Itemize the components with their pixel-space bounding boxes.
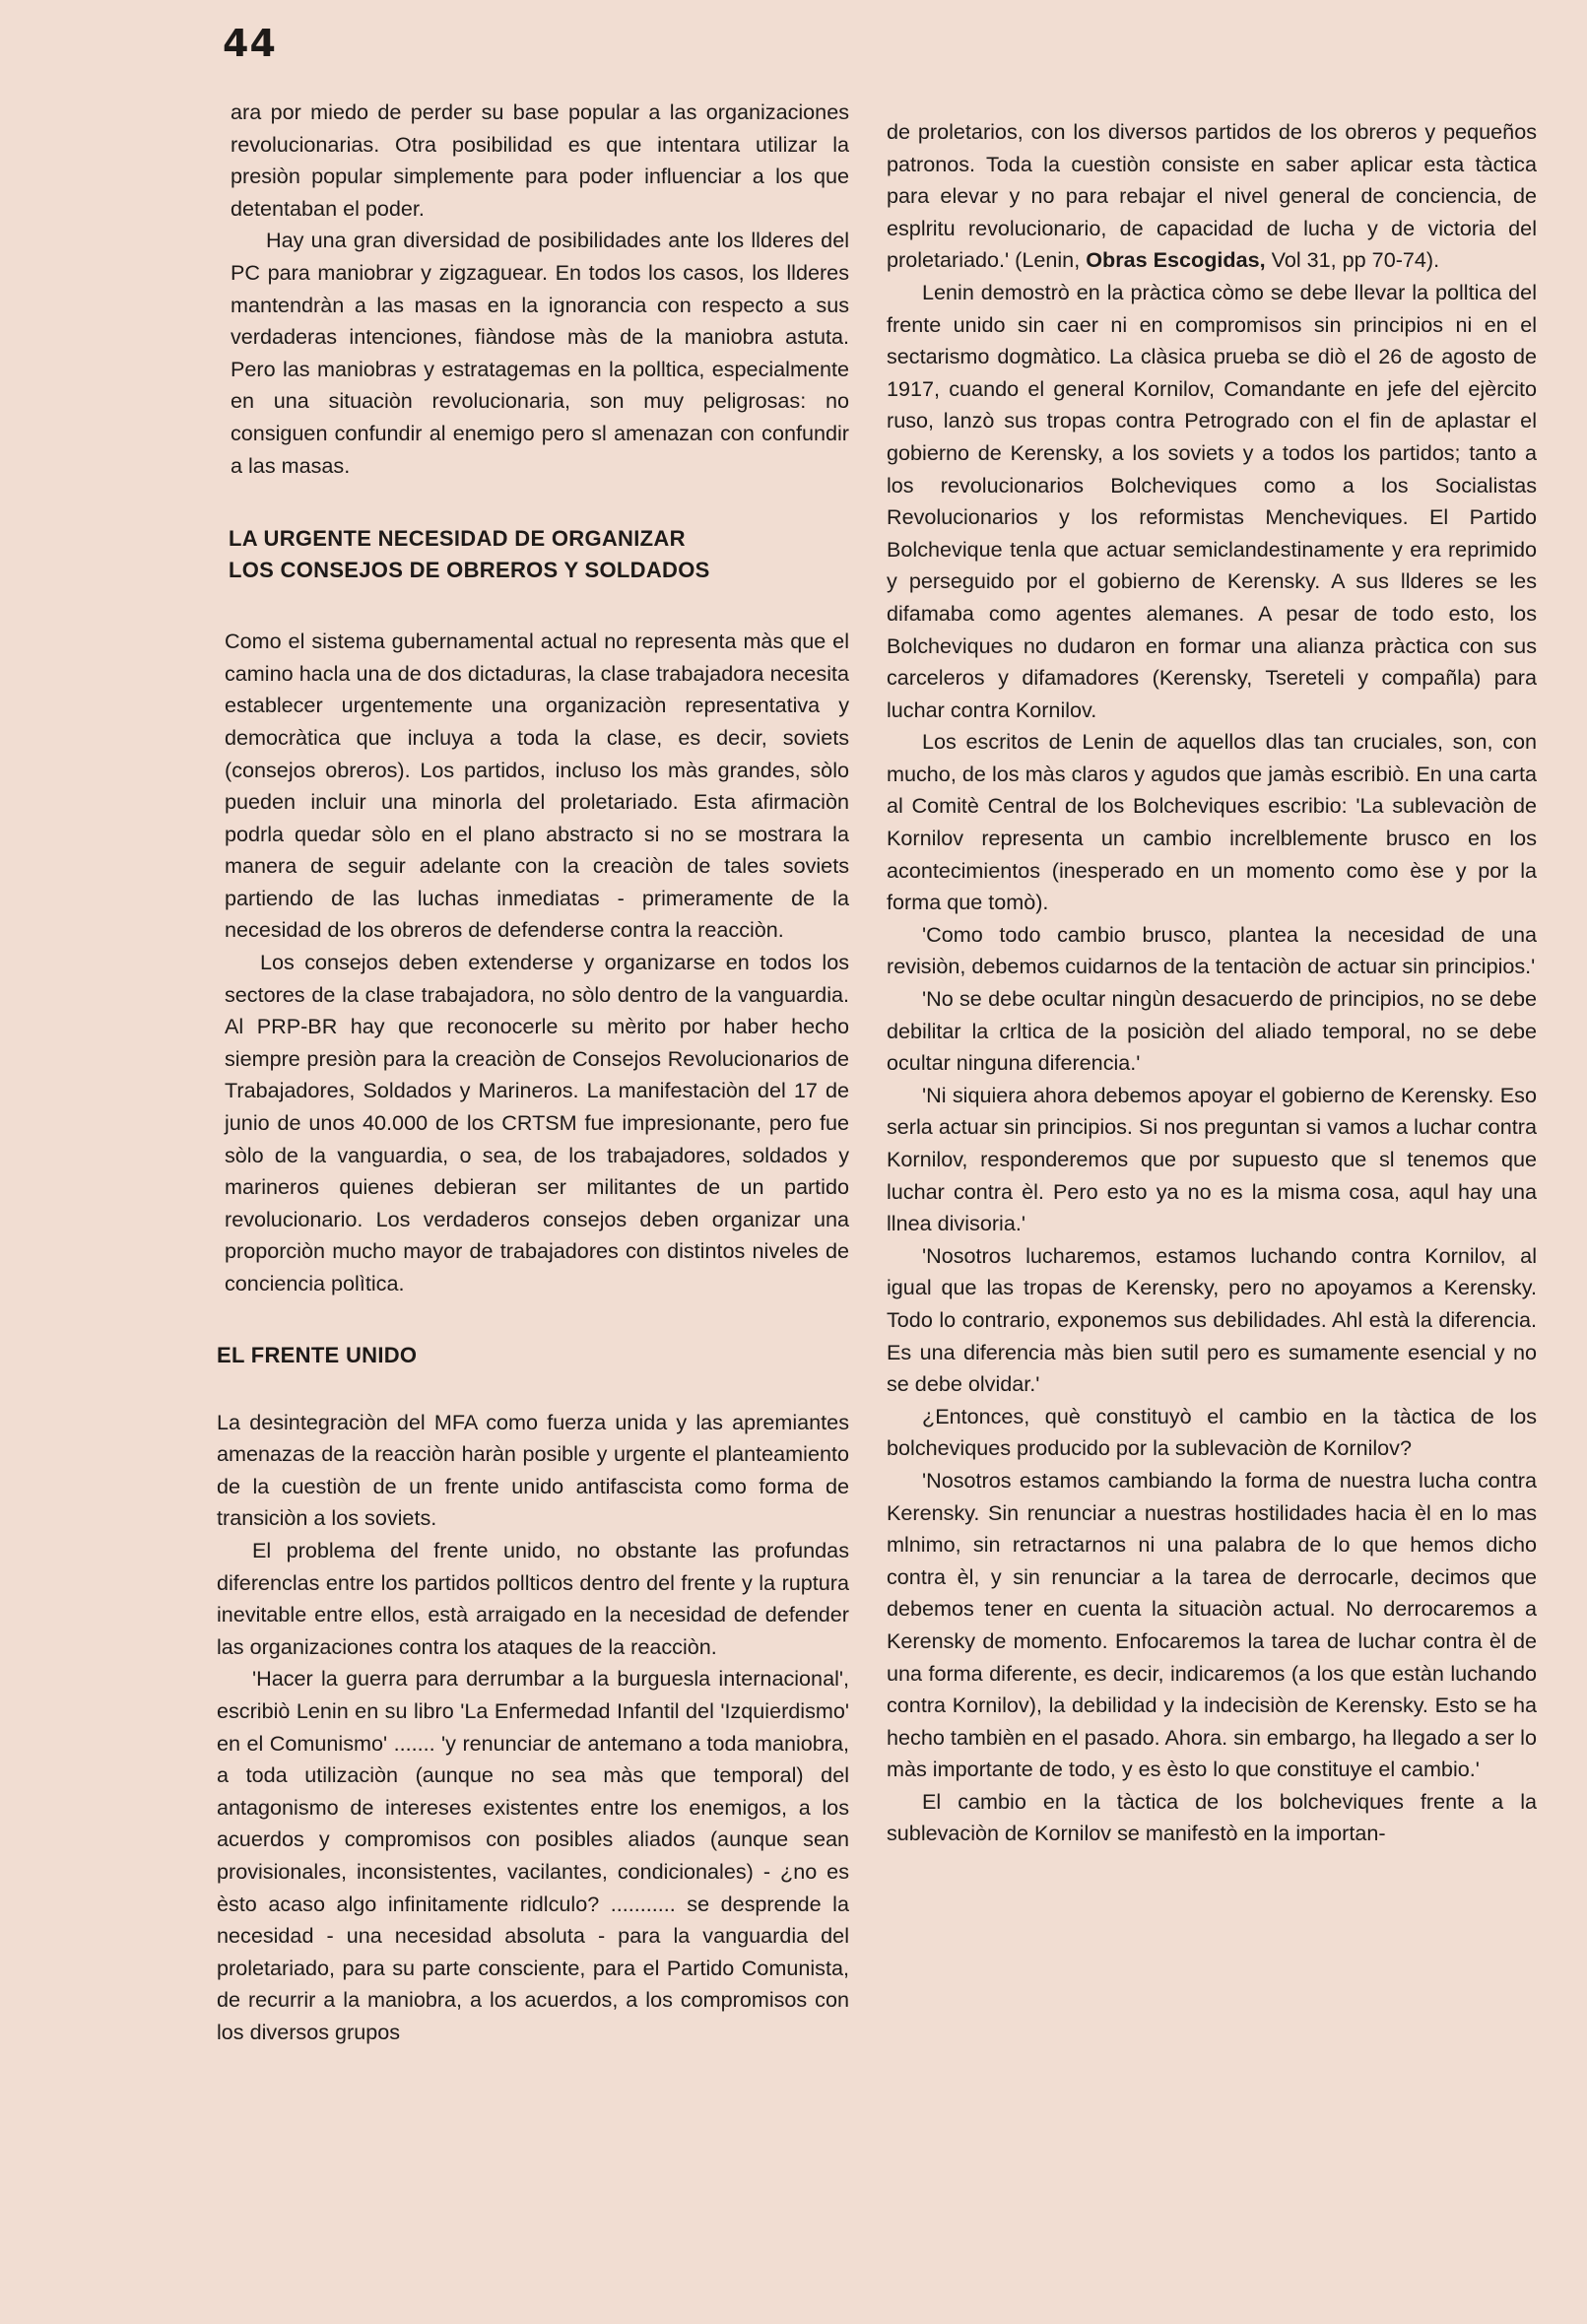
paragraph: 'Nosotros lucharemos, estamos luchando contra Kornilov, al igual que las tropas de Kerensky, pero no apoyamos a Kerensky. Todo lo contrario, exponemos sus debilidades. Ahl està la diferencia. Es una diferencia màs bien sutil pero es sumamente esencial y no se debe olvidar.'	[887, 1242, 1537, 1397]
intro-section	[209, 97, 849, 482]
left-column	[209, 97, 849, 2048]
right-column	[887, 116, 1537, 1850]
page-number: 44	[223, 22, 277, 65]
paragraph: Los escritos de Lenin de aquellos dlas tan cruciales, son, con mucho, de los màs claros y agudos que jamàs escribiò. En una carta al Comitè Central de los Bolcheviques escribio: 'La sublevaciòn de Kornilov representa un cambio increlblemente brusco en los acontecimientos (inesperado en un momento como èse y por la forma que tomò).	[887, 729, 1537, 915]
paragraph: 'No se debe ocultar ningùn desacuerdo de principios, no se debe debilitar la crltica de la posiciòn del aliado temporal, no se debe ocultar ninguna diferencia.'	[887, 986, 1537, 1076]
paragraph: El cambio en la tàctica de los bolcheviques frente a la sublevaciòn de Kornilov se manifestò en la importan-	[887, 1788, 1537, 1846]
paragraph: ara por miedo de perder su base popular a las organizaciones revolucionarias. Otra posibilidad es que intentara utilizar la presiòn popular simplemente para poder influenciar a los que detentaban el poder.	[231, 100, 849, 221]
heading-line: LOS CONSEJOS DE OBREROS Y SOLDADOS	[229, 558, 710, 583]
heading-line: LA URGENTE NECESIDAD DE ORGANIZAR	[229, 526, 686, 552]
paragraph: El problema del frente unido, no obstante las profundas diferenclas entre los partidos pollticos dentro del frente y la ruptura inevitable entre ellos, està arraigado en la necesidad de defender las organizaciones contra los ataques de la reacciòn.	[217, 1537, 849, 1659]
reference-title: Obras Escogidas,	[1086, 247, 1266, 273]
paragraph: La desintegraciòn del MFA como fuerza unida y las apremiantes amenazas de la reacciòn haràn posible y urgente el planteamiento de la cuestiòn de un frente unido antifascista como forma de transiciòn a los soviets.	[217, 1409, 849, 1531]
reference-pages: Vol 31, pp 70-74).	[1271, 247, 1440, 273]
paragraph-quote-continuation	[887, 116, 1537, 277]
paragraph: 'Como todo cambio brusco, plantea la necesidad de una revisiòn, debemos cuidarnos de la tentaciòn de actuar sin principios.'	[887, 921, 1537, 979]
paragraph: 'Hacer la guerra para derrumbar a la burguesla internacional', escribiò Lenin en su libro 'La Enfermedad Infantil del 'Izquierdismo' en el Comunismo' ....... 'y renunciar de antemano a toda maniobra, a toda utilizaciòn (aunque no sea màs que temporal) del antagonismo de intereses existentes entre los enemigos, a los acuerdos y compromisos con posibles aliados (aunque sean provisionales, inconsistentes, vacilantes, condicionales) - ¿no es èsto acaso algo infinitamente ridlculo? ........... se desprende la necesidad - una necesidad absoluta - para la vanguardia del proletariado, para su parte consciente, para el Partido Comunista, de recurrir a la maniobra, a los acuerdos, a los compromisos con los diversos grupos	[217, 1666, 849, 2044]
consejos-section	[209, 626, 849, 1299]
paragraph: 'Nosotros estamos cambiando la forma de nuestra lucha contra Kerensky. Sin renunciar a nuestras hostilidades hacia èl en lo mas mlnimo, sin retractarnos ni una palabra de lo que hemos dicho contra èl, y sin renunciar a la tarea de derrocarle, decimos que debemos tener en cuenta la situaciòn actual. No derrocaremos a Kerensky de momento. Enfocaremos la tarea de luchar contra èl de una forma diferente, es decir, indicaremos (a los que estàn luchando contra Kornilov), la debilidad y la indecisiòn de Kerensky. Esto se ha hecho tambièn en el pasado. Ahora. sin embargo, ha llegado a ser lo màs importante de todo, y es èsto lo que constituye el cambio.'	[887, 1467, 1537, 1782]
quote-text: de proletarios, con los diversos partidos de los obreros y pequeños patronos. Toda la cuestiòn consiste en saber aplicar esta tàctica para elevar y no para rebajar el nivel general de conciencia, de esplritu revolucionario, de capacidad de lucha y de victoria del proletariado.' (Lenin,	[887, 119, 1537, 273]
frente-section	[209, 1407, 849, 2049]
paragraph: ¿Entonces, què constituyò el cambio en la tàctica de los bolcheviques producido por la sublevaciòn de Kornilov?	[887, 1403, 1537, 1461]
paragraph: 'Ni siquiera ahora debemos apoyar el gobierno de Kerensky. Eso serla actuar sin principios. Si nos preguntan si vamos a luchar contra Kornilov, responderemos que por supuesto que sl tenemos que luchar contra èl. Pero esto ya no es la misma cosa, aqul hay una llnea divisoria.'	[887, 1082, 1537, 1236]
paragraph: Lenin demostrò en la pràctica còmo se debe llevar la polltica del frente unido sin caer ni en compromisos sin principios ni en el sectarismo dogmàtico. La clàsica prueba se diò el 26 de agosto de 1917, cuando el general Kornilov, Comandante en jefe del ejèrcito ruso, lanzò sus tropas contra Petrogrado con el fin de aplastar el gobierno de Kerensky, a los soviets y a todos los partidos; tanto a los revolucionarios Bolcheviques como a los Socialistas Revolucionarios y los reformistas Mencheviques. El Partido Bolchevique tenla que actuar semiclandestinamente y era reprimido y perseguido por el gobierno de Kerensky. A sus llderes se les difamaba como agentes alemanes. A pesar de todo esto, los Bolcheviques no dudaron en formar una alianza pràctica con sus carceleros y difamadores (Kerensky, Tsereteli y compañla) para luchar contra Kornilov.	[887, 279, 1537, 722]
paragraph: Como el sistema gubernamental actual no representa màs que el camino hacla una de dos dictaduras, la clase trabajadora necesita establecer urgentemente una organizaciòn representativa y democràtica que incluya a toda la clase, es decir, soviets (consejos obreros). Los partidos, incluso los màs grandes, sòlo pueden incluir una minorla del proletariado. Esta afirmaciòn podrla quedar sòlo en el plano abstracto si no se mostrara la manera de seguir adelante con la creaciòn de tales soviets partiendo de las luchas inmediatas - primeramente de la necesidad de los obreros de defenderse contra la reacciòn.	[225, 629, 849, 943]
paragraph: Los consejos deben extenderse y organizarse en todos los sectores de la clase trabajadora, no sòlo dentro de la vanguardia. Al PRP-BR hay que reconocerle su mèrito por haber hecho siempre presiòn para la creaciòn de Consejos Revolucionarios de Trabajadores, Soldados y Marineros. La manifestaciòn del 17 de junio de unos 40.000 de los CRTSM fue impresionante, pero fue sòlo de la vanguardia, o sea, de los trabajadores, soldados y marineros quienes debieran ser militantes de un partido revolucionario. Los verdaderos consejos deben organizar una proporciòn mucho mayor de trabajadores con distintos niveles de conciencia polìtica.	[225, 950, 849, 1295]
section-heading-urgente	[209, 523, 849, 586]
section-heading-frente-unido: EL FRENTE UNIDO	[217, 1342, 418, 1367]
paragraph: Hay una gran diversidad de posibilidades ante los llderes del PC para maniobrar y zigzaguear. En todos los casos, los llderes mantendràn a las masas en la ignorancia con respecto a sus verdaderas intenciones, fiàndose màs de la maniobra astuta. Pero las maniobras y estratagemas en la polltica, especialmente en una situaciòn revolucionaria, son muy peligrosas: no consiguen confundir al enemigo pero sl amenazan con confundir a las masas.	[231, 228, 849, 478]
